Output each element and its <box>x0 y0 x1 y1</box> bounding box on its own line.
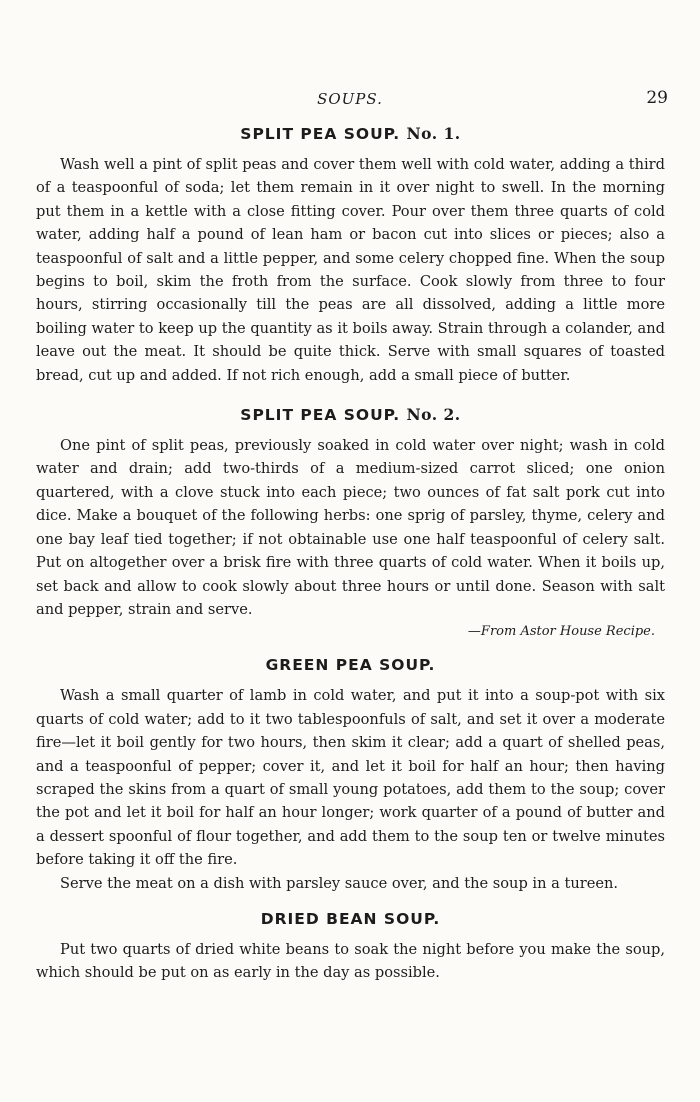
recipe-number: No. 2. <box>406 405 461 425</box>
recipe-number: No. 1. <box>406 124 461 143</box>
recipe-attribution: —From Astor House Recipe. <box>467 624 655 640</box>
recipe-split-pea-soup-1 <box>36 124 665 387</box>
page-content <box>36 124 665 1003</box>
running-title: SOUPS. <box>317 90 383 108</box>
recipe-title-text: SPLIT PEA SOUP. <box>240 406 401 425</box>
recipe-green-pea-soup <box>36 655 665 895</box>
recipe-title: DRIED BEAN SOUP. <box>260 909 441 928</box>
recipe-paragraph: One pint of split peas, previously soaked in cold water over night; wash in cold water and drain; add two-thirds of a medium-sized carrot sliced; one onion quartered, with a clove stuck into each piece; two ounces of fat salt pork cut into dice. Make a bouquet of the following herbs: one sprig of parsley, thyme, celery and one bay leaf tied together; if not obtainable use one half teaspoonful of celery salt. Put on altogether over a brisk fire with three quarts of cold water. When it boils up, set back and allow to cook slowly about three hours or until done. Season with salt and pepper, strain and serve. <box>36 437 665 618</box>
recipe-paragraph: Wash a small quarter of lamb in cold water, and put it into a soup-pot with six quarts of cold water; add to it two tablespoonfuls of salt, and set it over a moderate fire—let it boil gently for two hours, then skim it clear; add a quart of shelled peas, and a teaspoonful of pepper; cover it, and let it boil for half an hour; then having scraped the skins from a quart of small young potatoes, add them to the soup; cover the pot and let it boil for half an hour longer; work quarter of a pound of butter and a dessert spoonful of flour together, and add them to the soup ten or twelve minutes before taking it off the fire. <box>36 687 665 869</box>
page-number: 29 <box>646 88 668 108</box>
recipe-dried-bean-soup <box>36 909 665 985</box>
recipe-title <box>36 405 665 425</box>
recipe-title-text: SPLIT PEA SOUP. <box>240 125 401 143</box>
recipe-paragraph: Put two quarts of dried white beans to soak the night before you make the soup, which should be put on as early in the day as possible. <box>36 940 665 982</box>
recipe-paragraph: Serve the meat on a dish with parsley sauce over, and the soup in a tureen. <box>60 874 619 892</box>
recipe-title <box>36 124 665 144</box>
running-header <box>0 88 700 114</box>
recipe-title: GREEN PEA SOUP. <box>265 656 436 675</box>
recipe-paragraph: Wash well a pint of split peas and cover them well with cold water, adding a third of a teaspoonful of soda; let them remain in it over night to swell. In the morning put them in a kettle with a close fitting cover. Pour over them three quarts of cold water, adding half a pound of lean ham or bacon cut into slices or pieces; also a teaspoonful of salt and a little pepper, and some celery chopped fine. When the soup begins to boil, skim the froth from the surface. Cook slowly from three to four hours, stirring occasionally till the peas are all dissolved, adding a little more boiling water to keep up the quantity as it boils away. Strain through a colander, and leave out the meat. It should be quite thick. Serve with small squares of toasted bread, cut up and added. If not rich enough, add a small piece of butter. <box>36 156 665 384</box>
recipe-split-pea-soup-2 <box>36 405 665 643</box>
